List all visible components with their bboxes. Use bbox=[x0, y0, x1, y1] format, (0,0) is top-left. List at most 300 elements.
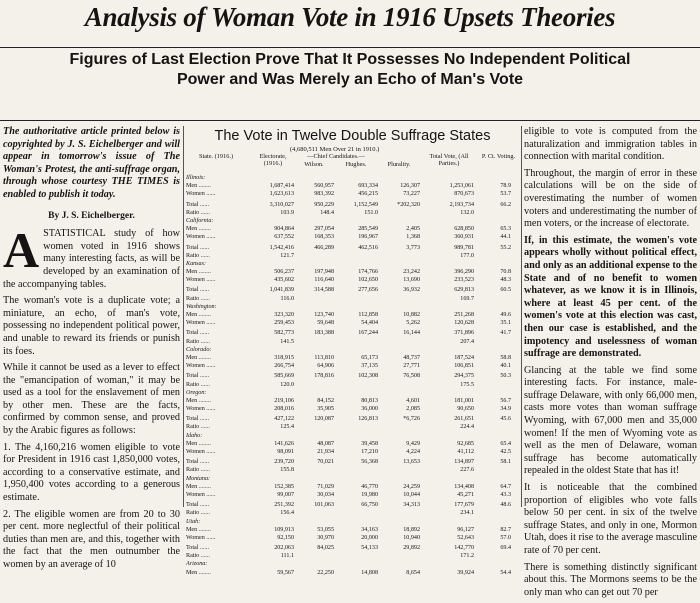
table-cell bbox=[294, 252, 334, 260]
table-cell: 989,781 bbox=[454, 244, 474, 251]
table-cell: 102,308 bbox=[358, 373, 378, 380]
table-row bbox=[186, 569, 519, 577]
table-cell: 904,864 bbox=[274, 226, 294, 233]
table-row bbox=[186, 405, 519, 413]
table-cell: 59,567 bbox=[277, 569, 294, 576]
paragraph: There is something distinctly significant about this. The Mormons seems to be the only man who can get out 70 per bbox=[524, 561, 697, 598]
table-cell: 152,385 bbox=[274, 483, 294, 490]
table-cell: 134,897 bbox=[454, 459, 474, 466]
table-cell bbox=[378, 389, 420, 397]
table-cell: 227.6 bbox=[460, 467, 474, 474]
header-electorate: Electorate, (1916.) bbox=[259, 153, 287, 167]
table-cell bbox=[334, 381, 378, 389]
table-cell: 148.4 bbox=[320, 209, 334, 216]
table-cell: 41.7 bbox=[500, 330, 511, 337]
state-heading-row bbox=[186, 560, 519, 568]
table-cell: 90,650 bbox=[457, 406, 474, 413]
table-cell bbox=[252, 560, 294, 568]
table-body bbox=[186, 174, 519, 577]
table-cell: 103.9 bbox=[280, 209, 294, 216]
table-cell: Men ........ bbox=[186, 397, 211, 404]
paragraph: 1. The 4,160,216 women eligible to vote for President in 1916 cast 1,850,000 votes, according to a conservative estimate, and 1,950,400 votes according to a generous estimate. bbox=[3, 441, 180, 504]
header-chief-candidates: —Chief Candidates.— bbox=[307, 153, 365, 160]
table-cell: 1,542,416 bbox=[269, 244, 294, 251]
table-cell: 126,307 bbox=[400, 183, 420, 190]
table-cell: 66.2 bbox=[500, 201, 511, 208]
table-cell bbox=[252, 346, 294, 354]
table-row bbox=[186, 509, 519, 517]
table-cell: *202,320 bbox=[397, 201, 420, 208]
table-cell bbox=[474, 217, 511, 225]
table-cell: 637,552 bbox=[274, 234, 294, 241]
table-cell: 125.4 bbox=[280, 424, 294, 431]
table-cell: 13,653 bbox=[403, 459, 420, 466]
table-cell: 360,931 bbox=[454, 234, 474, 241]
table-cell bbox=[378, 174, 420, 182]
table-cell: 294,375 bbox=[454, 373, 474, 380]
byline: By J. S. Eichelberger. bbox=[48, 210, 135, 221]
table-cell bbox=[294, 303, 334, 311]
table-cell: 53.7 bbox=[500, 191, 511, 198]
table-cell bbox=[378, 381, 420, 389]
table-cell: Men ........ bbox=[186, 483, 211, 490]
table-cell: 183,388 bbox=[314, 330, 334, 337]
table-cell: 40.1 bbox=[500, 363, 511, 370]
table-cell: 202,063 bbox=[274, 545, 294, 552]
state-heading-row bbox=[186, 432, 519, 440]
table-row bbox=[186, 252, 519, 260]
table-cell: 251,268 bbox=[454, 312, 474, 318]
table-cell: Arizona: bbox=[186, 561, 208, 568]
header-hughes: Hughes. bbox=[345, 161, 367, 168]
table-cell bbox=[474, 346, 511, 354]
table-cell: 168,353 bbox=[314, 234, 334, 241]
table-cell: 116.0 bbox=[280, 295, 294, 302]
header-total-vote: Total Vote, (All Parties.) bbox=[429, 153, 469, 167]
paragraph: If, in this estimate, the women's vote appears wholly without political effect, and only as an additional expense to the State and of no benefit to women whatever, as we know it is in Illinois, where at least 45 per cent. of the women's vote at this election was cast, then our case is established, and the impotency and uselessness of woman suffrage are demonstrated. bbox=[524, 234, 697, 360]
table-cell: 48,737 bbox=[403, 354, 420, 361]
table-cell bbox=[378, 423, 420, 431]
table-cell: 70,021 bbox=[317, 459, 334, 466]
table-cell: 396,290 bbox=[454, 269, 474, 276]
table-cell: 58.8 bbox=[500, 354, 511, 361]
table-cell bbox=[474, 260, 511, 268]
table-cell bbox=[294, 475, 334, 483]
table-cell bbox=[294, 295, 334, 303]
table-cell bbox=[474, 389, 511, 397]
paragraph: eligible to vote is computed from the naturalization and immigration tables in connection with marital condition. bbox=[524, 126, 697, 163]
table-cell: 48,087 bbox=[317, 440, 334, 447]
table-cell bbox=[474, 381, 511, 389]
table-cell: 44.1 bbox=[500, 234, 511, 241]
table-cell: 92,685 bbox=[457, 440, 474, 447]
table-cell bbox=[474, 423, 511, 431]
table-cell: 277,656 bbox=[358, 287, 378, 294]
table-cell bbox=[378, 295, 420, 303]
table-cell: 5,262 bbox=[406, 320, 420, 327]
table-cell: *6,726 bbox=[403, 416, 420, 423]
table-cell: 224.4 bbox=[460, 424, 474, 431]
table-row bbox=[186, 440, 519, 448]
table-cell: Men ........ bbox=[186, 569, 211, 576]
total-row bbox=[186, 458, 519, 466]
table-cell: 111.1 bbox=[280, 553, 294, 560]
lead-paragraph bbox=[3, 222, 180, 291]
table-cell bbox=[294, 346, 334, 354]
table-cell: 3,773 bbox=[406, 244, 420, 251]
table-cell bbox=[378, 338, 420, 346]
table-cell: 73,227 bbox=[403, 191, 420, 198]
table-row bbox=[186, 268, 519, 276]
table-cell bbox=[378, 209, 420, 217]
table-cell bbox=[294, 509, 334, 517]
table-cell: 57.0 bbox=[500, 534, 511, 541]
table-cell: 43.3 bbox=[500, 491, 511, 498]
table-cell: 151.0 bbox=[364, 209, 378, 216]
table-cell: Men ........ bbox=[186, 440, 211, 447]
table-cell: Ratio ...... bbox=[186, 338, 210, 345]
table-cell bbox=[294, 389, 334, 397]
table-cell: Washington: bbox=[186, 303, 217, 310]
table-cell: 155.8 bbox=[280, 467, 294, 474]
table-cell: 4,224 bbox=[406, 449, 420, 455]
table-cell: 870,673 bbox=[454, 191, 474, 198]
table-cell: 585,669 bbox=[274, 373, 294, 380]
table-cell bbox=[334, 174, 378, 182]
table-cell: 196,967 bbox=[358, 234, 378, 241]
table-cell: 178,816 bbox=[314, 373, 334, 380]
table-row bbox=[186, 483, 519, 491]
table-cell bbox=[474, 475, 511, 483]
column-divider bbox=[521, 126, 522, 507]
table-cell: 1,623,613 bbox=[269, 191, 294, 198]
table-cell: 239,720 bbox=[274, 459, 294, 466]
table-cell bbox=[334, 217, 378, 225]
table-cell: 134,408 bbox=[454, 483, 474, 490]
table-cell bbox=[334, 252, 378, 260]
table-cell bbox=[420, 389, 474, 397]
table-cell: 3,310,027 bbox=[269, 201, 294, 208]
table-cell bbox=[420, 432, 474, 440]
table-cell: Men ........ bbox=[186, 226, 211, 233]
table-cell bbox=[474, 295, 511, 303]
table-row bbox=[186, 190, 519, 198]
table-cell: Ratio ...... bbox=[186, 510, 210, 517]
table-cell bbox=[420, 560, 474, 568]
subheadline: Figures of Last Election Prove That It Possesses No Independent Political Power and Was Merely an Echo of Man's Vote bbox=[69, 51, 631, 88]
lead-text: STATISTICAL study of how women voted in 1916 shows many interesting facts, as will be developed by an examination of the accompanying tables. bbox=[3, 228, 180, 290]
table-cell: 29,892 bbox=[403, 545, 420, 552]
table-cell: 37,135 bbox=[361, 363, 378, 370]
table-cell: 66,750 bbox=[361, 502, 378, 509]
table-cell: 36,932 bbox=[403, 287, 420, 294]
table-cell bbox=[420, 174, 474, 182]
total-row bbox=[186, 501, 519, 509]
column-divider bbox=[183, 126, 184, 507]
header-percent-voting: P. Ct. Voting. bbox=[481, 153, 516, 160]
table-cell: 177.0 bbox=[460, 252, 474, 259]
table-cell: 175.5 bbox=[460, 381, 474, 388]
table-cell: 84,025 bbox=[317, 545, 334, 552]
table-cell: Total ...... bbox=[186, 201, 210, 208]
table-cell bbox=[420, 260, 474, 268]
table-cell bbox=[378, 346, 420, 354]
table-cell: 36,000 bbox=[361, 406, 378, 413]
table-row bbox=[186, 276, 519, 284]
table-cell: 4,601 bbox=[406, 397, 420, 404]
table-cell: 49.6 bbox=[500, 312, 511, 318]
table-cell: 506,237 bbox=[274, 269, 294, 276]
table-cell: 181,001 bbox=[454, 397, 474, 404]
table-cell bbox=[474, 552, 511, 560]
state-heading-row bbox=[186, 475, 519, 483]
table-cell bbox=[334, 389, 378, 397]
paragraph: The woman's vote is a duplicate vote; a miniature, an echo, of man's vote, possessing no independent political power, and unable to reward its friends or punish its foes. bbox=[3, 295, 180, 357]
table-cell: 48.3 bbox=[500, 277, 511, 284]
table-row bbox=[186, 233, 519, 241]
table-cell: 297,054 bbox=[314, 226, 334, 233]
table-cell bbox=[294, 432, 334, 440]
table-cell bbox=[474, 509, 511, 517]
table-cell bbox=[334, 423, 378, 431]
table-cell: 21,934 bbox=[317, 449, 334, 455]
table-cell bbox=[474, 338, 511, 346]
table-cell: 65.3 bbox=[500, 226, 511, 233]
table-cell: 24,259 bbox=[403, 483, 420, 490]
table-cell: 39,458 bbox=[361, 440, 378, 447]
table-cell: Total ...... bbox=[186, 330, 210, 337]
table-cell: Women ...... bbox=[186, 234, 216, 241]
table-cell bbox=[252, 217, 294, 225]
table-cell: 142,770 bbox=[454, 545, 474, 552]
table-cell: 314,588 bbox=[314, 287, 334, 294]
table-cell: Men ........ bbox=[186, 312, 211, 318]
table-cell: 76,508 bbox=[403, 373, 420, 380]
total-row bbox=[186, 415, 519, 423]
table-cell: 92,150 bbox=[277, 534, 294, 541]
table-title: The Vote in Twelve Double Suffrage States bbox=[214, 128, 491, 144]
table-cell: California: bbox=[186, 217, 214, 224]
table-cell bbox=[252, 475, 294, 483]
vote-table bbox=[186, 126, 519, 576]
table-cell: Ratio ...... bbox=[186, 424, 210, 431]
table-cell: Women ...... bbox=[186, 406, 216, 413]
table-cell: Women ...... bbox=[186, 534, 216, 541]
table-cell bbox=[334, 260, 378, 268]
table-cell: 234.1 bbox=[460, 510, 474, 517]
table-cell: 10,940 bbox=[403, 534, 420, 541]
table-cell: 13,690 bbox=[403, 277, 420, 284]
table-cell: 56,368 bbox=[361, 459, 378, 466]
table-cell: 983,392 bbox=[314, 191, 334, 198]
table-row bbox=[186, 423, 519, 431]
table-cell bbox=[378, 560, 420, 568]
table-cell bbox=[378, 475, 420, 483]
table-cell: Total ...... bbox=[186, 459, 210, 466]
table-cell bbox=[334, 295, 378, 303]
table-cell: 48.6 bbox=[500, 502, 511, 509]
table-cell: 84,152 bbox=[317, 397, 334, 404]
state-heading-row bbox=[186, 174, 519, 182]
table-cell: 251,392 bbox=[274, 502, 294, 509]
table-cell: 96,127 bbox=[457, 526, 474, 533]
table-cell: 187,524 bbox=[454, 354, 474, 361]
table-cell: Idaho: bbox=[186, 432, 203, 439]
table-cell: 207.4 bbox=[460, 338, 474, 345]
table-cell bbox=[294, 174, 334, 182]
table-cell bbox=[252, 518, 294, 526]
table-cell: 132.0 bbox=[460, 209, 474, 216]
table-row bbox=[186, 319, 519, 327]
table-cell: 69.4 bbox=[500, 545, 511, 552]
table-cell: 16,144 bbox=[403, 330, 420, 337]
table-cell bbox=[334, 475, 378, 483]
subhead-divider bbox=[0, 120, 700, 121]
table-cell: Women ...... bbox=[186, 191, 216, 198]
table-cell: 50.3 bbox=[500, 373, 511, 380]
table-row bbox=[186, 338, 519, 346]
paragraph: It is noticeable that the combined proportion of eligibles who vote falls below 50 per cent. in six of the twelve suffrage States, and only in one, Mormon Utah, does it rise to the average masculine rate of 70 per cent. bbox=[524, 482, 697, 556]
table-cell: 116,640 bbox=[314, 277, 334, 284]
table-cell: 323,320 bbox=[274, 312, 294, 318]
total-row bbox=[186, 544, 519, 552]
table-cell: 120,087 bbox=[314, 416, 334, 423]
table-cell: Kansas: bbox=[186, 260, 206, 267]
table-cell: 582,773 bbox=[274, 330, 294, 337]
table-row bbox=[186, 397, 519, 405]
table-cell: 53,055 bbox=[317, 526, 334, 533]
table-cell: 54.4 bbox=[500, 569, 511, 576]
table-cell: Ratio ...... bbox=[186, 553, 210, 560]
table-cell: 102,650 bbox=[358, 277, 378, 284]
table-cell: Men ........ bbox=[186, 183, 211, 190]
table-cell: 371,896 bbox=[454, 330, 474, 337]
editor-note: The authoritative article printed below is copyrighted by J. S. Eichelberger and will appear in tomorrow's issue of The Woman's Protest, the anti-suffrage organ, through whose courtesy THE TIMES is enabled to publish it today. bbox=[3, 126, 180, 200]
table-cell: 123,740 bbox=[314, 312, 334, 318]
headline: Analysis of Woman Vote in 1916 Upsets Theories bbox=[84, 2, 616, 32]
table-cell: Women ...... bbox=[186, 449, 216, 455]
table-cell: Oregon: bbox=[186, 389, 207, 396]
table-cell bbox=[334, 518, 378, 526]
table-cell: Total ...... bbox=[186, 416, 210, 423]
table-cell: Men ........ bbox=[186, 354, 211, 361]
table-cell bbox=[378, 509, 420, 517]
table-cell: 120.0 bbox=[280, 381, 294, 388]
table-cell: Women ...... bbox=[186, 491, 216, 498]
table-cell bbox=[474, 518, 511, 526]
table-cell: 169.7 bbox=[460, 295, 474, 302]
table-cell bbox=[420, 346, 474, 354]
table-cell: Total ...... bbox=[186, 287, 210, 294]
table-cell bbox=[334, 346, 378, 354]
table-row bbox=[186, 362, 519, 370]
table-cell: 266,754 bbox=[274, 363, 294, 370]
table-cell: 177,679 bbox=[454, 502, 474, 509]
table-cell bbox=[334, 552, 378, 560]
table-cell: 14,808 bbox=[361, 569, 378, 576]
header-plurality: Plurality. bbox=[387, 161, 411, 168]
table-cell bbox=[334, 509, 378, 517]
table-cell: Total ...... bbox=[186, 373, 210, 380]
table-cell bbox=[334, 432, 378, 440]
table-cell: 120,628 bbox=[454, 320, 474, 327]
table-cell bbox=[378, 432, 420, 440]
table-cell: 59,648 bbox=[317, 320, 334, 327]
table-cell bbox=[294, 338, 334, 346]
table-cell: 82.7 bbox=[500, 526, 511, 533]
table-cell bbox=[378, 552, 420, 560]
table-cell: 23,242 bbox=[403, 269, 420, 276]
table-cell bbox=[334, 466, 378, 474]
table-cell bbox=[294, 260, 334, 268]
table-cell: 109,913 bbox=[274, 526, 294, 533]
table-cell: 99,007 bbox=[277, 491, 294, 498]
table-cell: 106,851 bbox=[454, 363, 474, 370]
table-cell: 41,112 bbox=[457, 449, 474, 455]
table-cell: 219,106 bbox=[274, 397, 294, 404]
table-cell: 435,602 bbox=[274, 277, 294, 284]
table-cell bbox=[334, 303, 378, 311]
state-heading-row bbox=[186, 217, 519, 225]
table-cell bbox=[378, 303, 420, 311]
table-cell bbox=[294, 552, 334, 560]
header-state: State. (1916.) bbox=[198, 153, 234, 160]
state-heading-row bbox=[186, 518, 519, 526]
table-cell bbox=[474, 209, 511, 217]
table-cell: Ratio ...... bbox=[186, 209, 210, 216]
table-cell: 54,404 bbox=[361, 320, 378, 327]
table-cell bbox=[252, 303, 294, 311]
table-cell: 42.5 bbox=[500, 449, 511, 455]
table-cell: Women ...... bbox=[186, 320, 216, 327]
table-cell bbox=[474, 560, 511, 568]
table-cell bbox=[378, 252, 420, 260]
table-cell: 55.2 bbox=[500, 244, 511, 251]
table-cell bbox=[294, 423, 334, 431]
table-cell: 35,905 bbox=[317, 406, 334, 413]
table-row bbox=[186, 448, 519, 456]
table-cell: Women ...... bbox=[186, 277, 216, 284]
table-cell: 71,029 bbox=[317, 483, 334, 490]
table-row bbox=[186, 354, 519, 362]
table-cell bbox=[474, 303, 511, 311]
table-cell bbox=[334, 338, 378, 346]
table-cell: 167,244 bbox=[358, 330, 378, 337]
table-cell: 65,173 bbox=[361, 354, 378, 361]
table-cell: 112,858 bbox=[358, 312, 378, 318]
table-cell: Montana: bbox=[186, 475, 211, 482]
table-cell bbox=[252, 174, 294, 182]
total-row bbox=[186, 286, 519, 294]
table-cell: Ratio ...... bbox=[186, 467, 210, 474]
table-row bbox=[186, 381, 519, 389]
table-cell: 35.1 bbox=[500, 320, 511, 327]
table-cell: Men ........ bbox=[186, 269, 211, 276]
table-cell bbox=[378, 518, 420, 526]
table-cell: 98,091 bbox=[277, 449, 294, 455]
table-cell: Men ........ bbox=[186, 526, 211, 533]
table-row bbox=[186, 225, 519, 233]
table-row bbox=[186, 182, 519, 190]
table-cell: Colorado: bbox=[186, 346, 212, 353]
table-cell: Total ...... bbox=[186, 244, 210, 251]
table-cell: Ratio ...... bbox=[186, 295, 210, 302]
table-cell bbox=[420, 303, 474, 311]
table-cell: Total ...... bbox=[186, 545, 210, 552]
state-heading-row bbox=[186, 389, 519, 397]
table-cell: 27,771 bbox=[403, 363, 420, 370]
table-cell: 197,948 bbox=[314, 269, 334, 276]
